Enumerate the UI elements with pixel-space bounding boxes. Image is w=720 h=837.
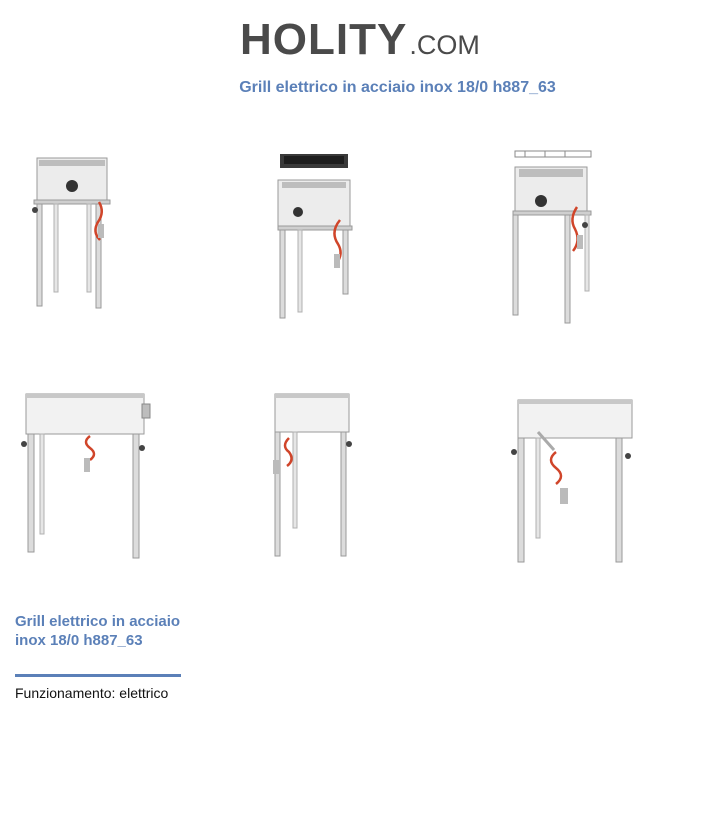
spec-value: elettrico — [119, 685, 169, 701]
product-photo-6[interactable] — [510, 396, 640, 568]
logo-brand: HOLITY — [240, 15, 408, 64]
product-title: Grill elettrico in acciaio inox 18/0 h887_63 — [15, 613, 181, 649]
product-photo-5[interactable] — [265, 388, 360, 563]
title-divider — [15, 674, 181, 677]
spec-label: Funzionamento: — [15, 685, 116, 701]
site-logo[interactable] — [240, 10, 480, 70]
product-photo-3[interactable] — [505, 147, 600, 327]
product-photo-4[interactable] — [18, 388, 153, 563]
logo-tld: .COM — [409, 30, 480, 60]
product-photo-2[interactable] — [268, 150, 358, 325]
spec-row — [15, 685, 168, 701]
product-photo-1[interactable] — [25, 150, 115, 315]
page-title: Grill elettrico in acciaio inox 18/0 h887_63 — [239, 79, 556, 96]
